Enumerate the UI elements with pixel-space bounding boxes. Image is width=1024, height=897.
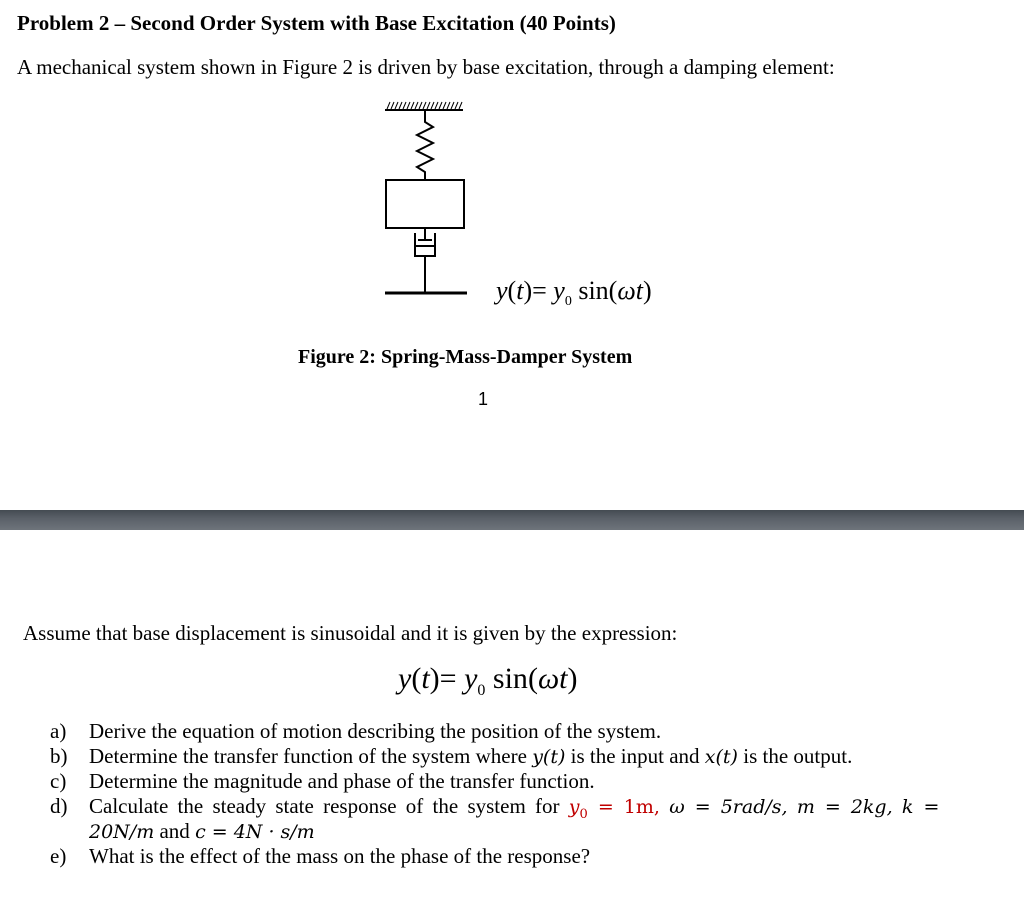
spring [417,110,433,180]
fixed-support [385,102,463,110]
problem-intro: A mechanical system shown in Figure 2 is driven by base excitation, through a damping element: [17,55,835,79]
question-b [50,744,1010,769]
question-text: Derive the equation of motion describing the position of the system. [89,719,662,743]
page-number: 1 [478,389,489,409]
problem-title: Problem 2 – Second Order System with Base Excitation (40 Points) [17,11,616,35]
question-a [50,719,1010,744]
mass-block [386,180,464,228]
question-text: What is the effect of the mass on the phase of the response? [89,844,591,868]
question-text-continued: 20N/m and c = 4N · s/m [89,819,315,843]
question-label: a) [50,719,67,743]
question-d [50,794,1010,844]
question-list [50,719,1010,869]
figure-base-equation: $y(t)= y_0$ sin(ωt) [496,276,652,310]
question-c [50,769,1010,794]
question-text: Calculate the steady state response of the system for $y_0 = 1m$, ω = 5rad/s, m = 2kg, k = [89,794,940,823]
assumption-text: Assume that base displacement is sinusoidal and it is given by the expression: [23,621,678,645]
base-displacement-equation: $y(t)= y_0$ sin(ωt) [398,662,578,699]
figure-caption: Figure 2: Spring-Mass-Damper System [298,346,633,368]
ceiling-hatch [387,102,462,109]
question-label: d) [50,794,68,818]
question-text: Determine the magnitude and phase of the transfer function. [89,769,595,793]
question-e [50,844,1010,869]
question-label: c) [50,769,67,793]
damper [415,228,435,293]
question-text: Determine the transfer function of the system where y(t) is the input and x(t) is the output. [89,744,853,768]
question-label: b) [50,744,68,768]
spring-mass-damper-figure [375,96,475,302]
question-label: e) [50,844,67,868]
page-separator [0,510,1024,530]
